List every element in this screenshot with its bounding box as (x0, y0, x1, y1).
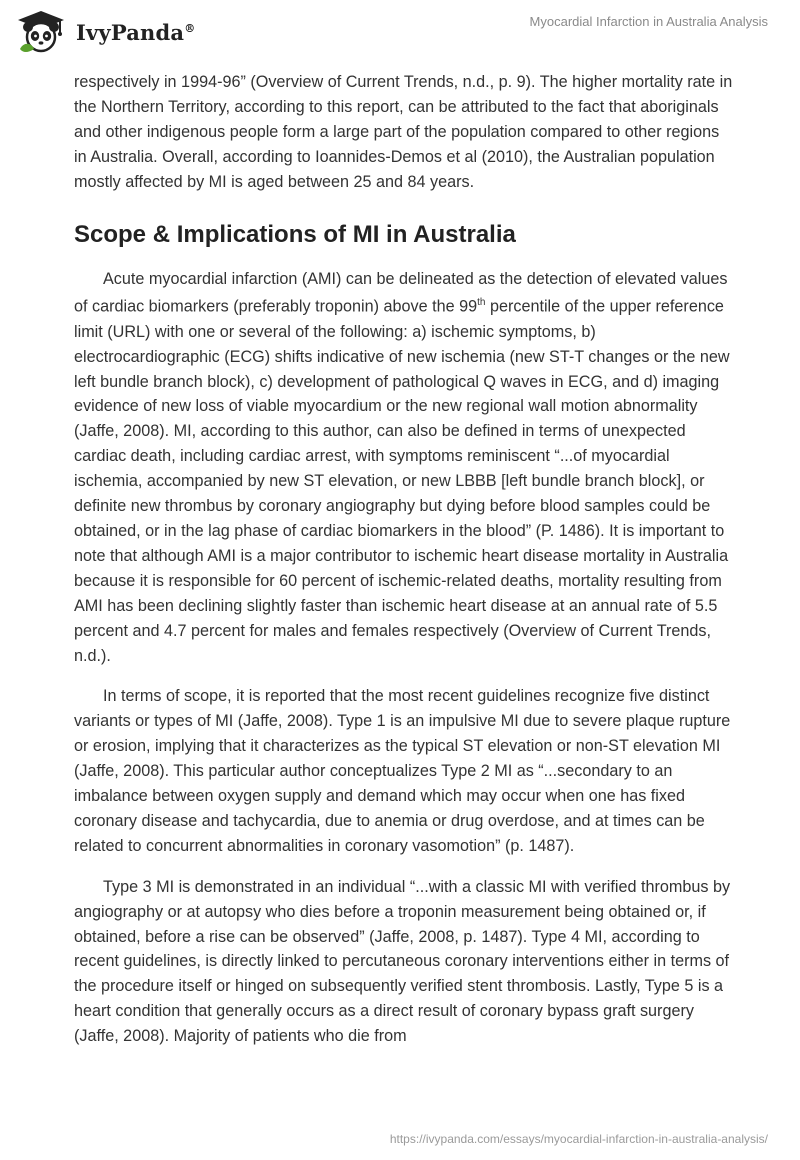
intro-paragraph: respectively in 1994-96” (Overview of Current Trends, n.d., p. 9). The higher mortality rate in the Northern Territory, according to this report, can be attributed to the fact that aboriginals and other indigenous people form a large part of the population compared to other regions in Australia. Overall, according to Ioannides-Demos et al (2010), the Australian population mostly affected by MI is aged between 25 and 84 years. (74, 73, 733, 191)
paragraph-ami-definition: Acute myocardial infarction (AMI) can be delineated as the detection of elevated values of cardiac biomarkers (preferably troponin) above the 99th percentile of the upper reference limit (URL) with one or several of the following: a) ischemic symptoms, b) electrocardiographic (ECG) shifts indicative of new ischemia (new ST-T changes or the new left bundle branch block), c) development of pathological Q waves in ECG, and d) imaging evidence of new loss of viable myocardium or the new regional wall motion abnormality (Jaffe, 2008). MI, according to this author, can also be defined in terms of unexpected cardiac death, including cardiac arrest, with symptoms reminiscent “...of myocardial ischemia, accompanied by new ST elevation, or new LBBB [left bundle branch block], or definite new thrombus by coronary angiography but dying before blood samples could be obtained, or in the lag phase of cardiac biomarkers in the blood” (P. 1486). It is important to note that although AMI is a major contributor to ischemic heart disease mortality in Australia because it is responsible for 60 percent of ischemic-related deaths, mortality resulting from AMI has been declining slightly faster than ischemic heart disease at an annual rate of 5.5 percent and 4.7 percent for males and females respectively (Overview of Current Trends, n.d.). (74, 269, 730, 665)
page-header (0, 0, 800, 62)
essay-body (74, 70, 734, 1049)
document-title: Myocardial Infarction in Australia Analysis (529, 14, 768, 29)
source-url-link[interactable]: https://ivypanda.com/essays/myocardial-infarction-in-australia-analysis/ (389, 1132, 768, 1146)
brand-name: IvyPanda® (76, 19, 196, 45)
paragraph-mi-types-1-2: In terms of scope, it is reported that the most recent guidelines recognize five distinct variants or types of MI (Jaffe, 2008). Type 1 is an impulsive MI due to severe plaque rupture or erosion, implying that it characterizes as the typical ST elevation or non-ST elevation MI (Jaffe, 2008). This particular author conceptualizes Type 2 MI as “...secondary to an imbalance between oxygen supply and demand which may occur when one has fixed coronary disease and tachycardia, due to anemia or drug overdose, and at times can be related to concurrent abnormalities in coronary vasomotion” (p. 1487). (74, 687, 731, 855)
ivypanda-logo[interactable] (14, 8, 214, 56)
section-heading: Scope & Implications of MI in Australia (74, 220, 516, 248)
panda-graduate-icon (14, 9, 68, 55)
paragraph-mi-types-3-5: Type 3 MI is demonstrated in an individual “...with a classic MI with verified thrombus by angiography or at autopsy who dies before a troponin measurement being obtained or, if obtained, before a rise can be observed” (Jaffe, 2008, p. 1487). Type 4 MI, according to recent guidelines, is directly linked to percutaneous coronary interventions either in terms of the procedure itself or hinged on subsequently verified stent thrombosis. Lastly, Type 5 is a heart condition that generally occurs as a direct result of coronary bypass graft surgery (Jaffe, 2008). Majority of patients who die from (74, 877, 731, 1046)
